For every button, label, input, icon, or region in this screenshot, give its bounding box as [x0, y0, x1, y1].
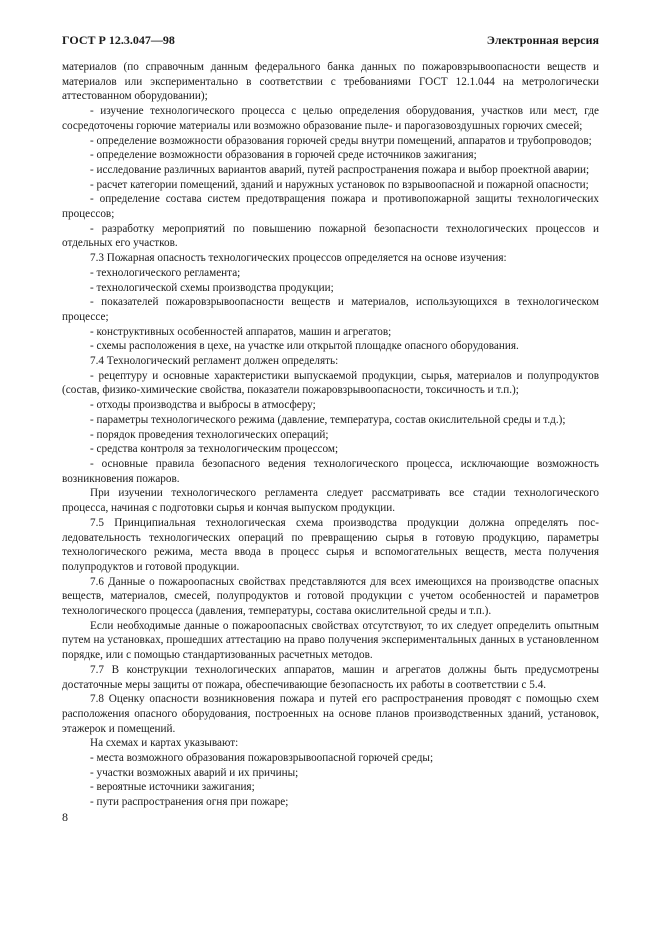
paragraph: - технологической схемы производства продукции;: [90, 281, 334, 294]
paragraph: На схемах и картах указывают:: [90, 737, 239, 750]
paragraph: - отходы производства и выбросы в атмосферу;: [90, 399, 316, 412]
paragraph: 7.3 Пожарная опасность технологических процессов определяется на основе изучения:: [90, 252, 507, 265]
paragraph: - пути распространения огня при пожаре;: [90, 796, 289, 809]
paragraph: - параметры технологического режима (давление, температура, состав окислительной среды и т.д.);: [90, 413, 566, 426]
paragraph: - средства контроля за технологическим процессом;: [90, 443, 339, 456]
paragraph: 7.5 Принципиальная технологическая схема производства продукции должна определять последовательность технологических операций по превращению сырья в готовую продукцию, параметры технологического режима, места ввода в процесс сырья и вспомогательных веществ, места получения полупродуктов и готовой продукции.: [62, 516, 599, 573]
document-body: [62, 60, 599, 810]
page-number: 8: [62, 810, 68, 824]
paragraph: - технологического регламента;: [90, 266, 241, 279]
paragraph: - схемы расположения в цехе, на участке или открытой площадке опасного оборудования.: [90, 340, 519, 353]
paragraph: материалов (по справочным данным федерального банка данных по пожаровзрывоопасности веществ и материалов или экспериментально в соответствии с требованиями ГОСТ 12.1.044 на метрологически аттестованном оборудовании);: [62, 61, 599, 103]
paragraph: - вероятные источники зажигания;: [90, 781, 255, 794]
paragraph: - определение состава систем предотвращения пожара и противопожарной защиты технологических процессов;: [62, 193, 599, 221]
version-label: Электронная версия: [486, 33, 599, 47]
paragraph: 7.7 В конструкции технологических аппаратов, машин и агрегатов должны быть предусмотрены достаточные меры защиты от пожара, обеспечивающие безопасность их работы в соответствии с 5.4.: [62, 663, 599, 691]
paragraph: - рецептуру и основные характеристики выпускаемой продукции, сырья, материалов и полупродуктов (состав, физико-химические свойства, показатели пожаровзрывоопасности, токсичность и т.п.);: [62, 369, 599, 397]
paragraph: - показателей пожаровзрывоопасности веществ и материалов, использующихся в технологическом процессе;: [62, 296, 599, 323]
paragraph: - определение возможности образования в горючей среде источников зажигания;: [90, 149, 477, 162]
paragraph: - участки возможных аварий и их причины;: [90, 766, 299, 779]
paragraph: - изучение технологического процесса с целью определения оборудования, участков или мест, где сосредоточены горючие материалы или возможно образование пыле- и парогазовоздушных горючих смесей;: [62, 105, 599, 132]
paragraph: - разработку мероприятий по повышению пожарной безопасности технологических процессов и отдельных его участков.: [62, 222, 599, 250]
paragraph: - порядок проведения технологических операций;: [90, 428, 329, 441]
paragraph: - основные правила безопасного ведения технологического процесса, исключающие возможность возникновения пожаров.: [62, 457, 599, 485]
paragraph: 7.8 Оценку опасности возникновения пожара и путей его распространения проводят с помощью схем расположения опасного оборудования, построенных на основе планов производственных зданий, установок, этажерок и помещений.: [62, 693, 599, 735]
paragraph: - исследование различных вариантов аварий, путей распространения пожара и выбор проектной аварии;: [90, 163, 590, 176]
paragraph: - расчет категории помещений, зданий и наружных установок по взрывоопасной и пожарной опасности;: [90, 178, 589, 191]
standard-code: ГОСТ Р 12.3.047—98: [62, 33, 175, 47]
paragraph: 7.4 Технологический регламент должен определять:: [90, 355, 339, 368]
paragraph: При изучении технологического регламента следует рассматривать все стадии технологического процесса, начиная с подготовки сырья и кончая выпуском продукции.: [62, 487, 599, 515]
paragraph: - определение возможности образования горючей среды внутри помещений, аппаратов и трубопроводов;: [90, 134, 592, 147]
paragraph: Если необходимые данные о пожароопасных свойствах отсутствуют, то их следует определить опытным путем на установках, прошедших аттестацию на право получения экспериментальных данных в установленном порядке, или с помощью стандартизованных расчетных методов.: [62, 619, 599, 662]
paragraph: - места возможного образования пожаровзрывоопасной горючей среды;: [90, 752, 434, 765]
page-header: [62, 33, 599, 51]
paragraph: - конструктивных особенностей аппаратов, машин и агрегатов;: [90, 325, 392, 338]
paragraph: 7.6 Данные о пожароопасных свойствах представляются для всех имеющихся на производстве опасных веществ, материалов, смесей, полупродуктов и готовой продукции с учетом особенностей и параметров технологического процесса (давления, температуры, состава окислительной среды и т.п.).: [62, 575, 599, 618]
